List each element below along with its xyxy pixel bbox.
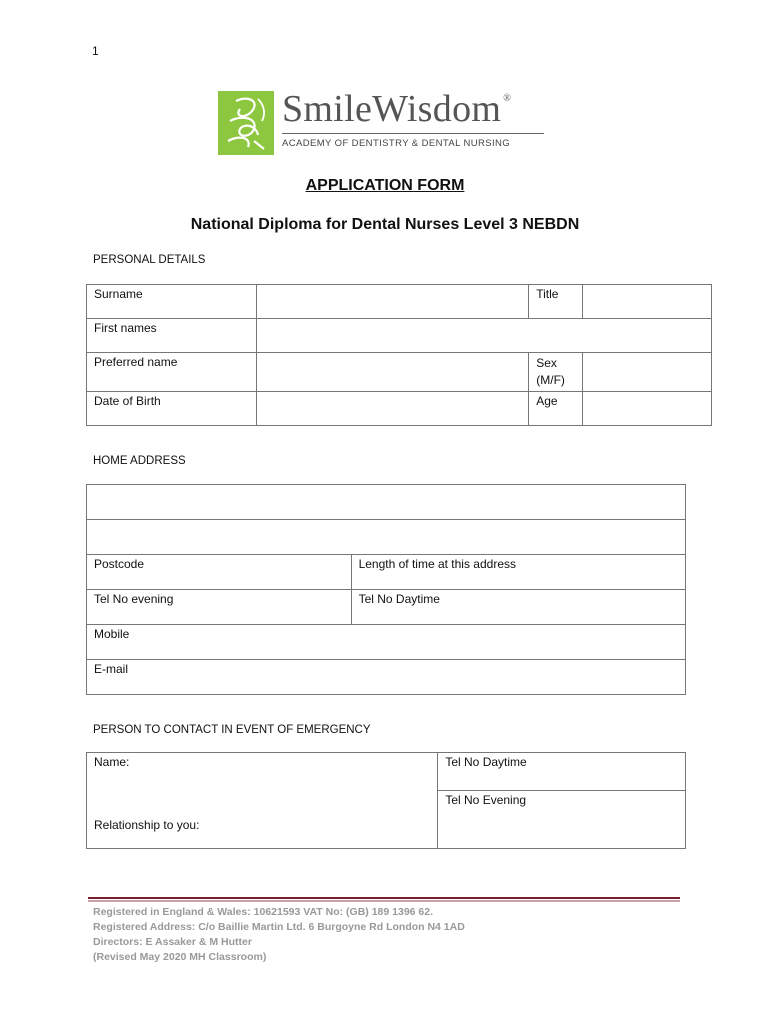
age-field[interactable]: [583, 392, 712, 426]
logo-tagline: ACADEMY OF DENTISTRY & DENTAL NURSING: [282, 138, 511, 149]
emergency-tel-daytime-cell[interactable]: [438, 753, 686, 791]
emergency-tel-daytime-label: Tel No Daytime: [445, 755, 527, 769]
home-address-heading: HOME ADDRESS: [93, 455, 186, 467]
page-number: 1: [92, 44, 99, 58]
surname-field[interactable]: [256, 285, 528, 319]
sex-field[interactable]: [583, 353, 712, 392]
surname-label: Surname: [87, 285, 257, 319]
smilewisdom-logo: [218, 88, 558, 161]
footer-directors: Directors: E Assaker & M Hutter: [93, 936, 252, 948]
logo-emblem-icon: [218, 91, 274, 155]
emergency-contact-heading: PERSON TO CONTACT IN EVENT OF EMERGENCY: [93, 724, 371, 736]
footer-divider: [88, 897, 680, 899]
length-at-address-label[interactable]: Length of time at this address: [351, 555, 685, 590]
logo-divider: [282, 133, 544, 134]
emergency-tel-evening-label: Tel No Evening: [445, 793, 527, 807]
emergency-name-label: Name:: [94, 755, 130, 769]
dob-field[interactable]: [256, 392, 528, 426]
footer-registration: Registered in England & Wales: 10621593 VAT No: (GB) 189 1396 62.: [93, 906, 434, 918]
footer: [93, 905, 465, 965]
emergency-name-cell[interactable]: [87, 753, 438, 849]
form-subtitle: National Diploma for Dental Nurses Level 3 NEBDN: [190, 216, 580, 233]
footer-registered-address: Registered Address: C/o Baillie Martin Ltd. 6 Burgoyne Rd London N4 1AD: [93, 921, 465, 933]
address-line-2-field[interactable]: [87, 520, 686, 555]
postcode-label[interactable]: Postcode: [87, 555, 352, 590]
first-names-label: First names: [87, 319, 257, 353]
footer-divider-shadow: [88, 900, 680, 902]
logo-wordmark: SmileWisdom ®: [282, 88, 512, 130]
personal-details-heading: PERSONAL DETAILS: [93, 254, 206, 266]
form-title: APPLICATION FORM: [305, 177, 465, 194]
personal-details-table: [86, 284, 712, 426]
title-field[interactable]: [583, 285, 712, 319]
age-label: Age: [529, 392, 583, 426]
mobile-label[interactable]: Mobile: [87, 625, 686, 660]
dob-label: Date of Birth: [87, 392, 257, 426]
footer-revision: (Revised May 2020 MH Classroom): [93, 951, 267, 963]
title-label: Title: [529, 285, 583, 319]
tel-evening-label[interactable]: Tel No evening: [87, 590, 352, 625]
email-label[interactable]: E-mail: [87, 660, 686, 695]
tel-daytime-label[interactable]: Tel No Daytime: [351, 590, 685, 625]
emergency-tel-evening-cell[interactable]: [438, 791, 686, 849]
preferred-name-label: Preferred name: [87, 353, 257, 392]
home-address-table: [86, 484, 686, 695]
address-line-1-field[interactable]: [87, 485, 686, 520]
first-names-field[interactable]: [256, 319, 711, 353]
sex-label: Sex (M/F): [529, 353, 583, 392]
emergency-contact-table: [86, 752, 686, 849]
preferred-name-field[interactable]: [256, 353, 528, 392]
relationship-label: Relationship to you:: [94, 818, 200, 832]
